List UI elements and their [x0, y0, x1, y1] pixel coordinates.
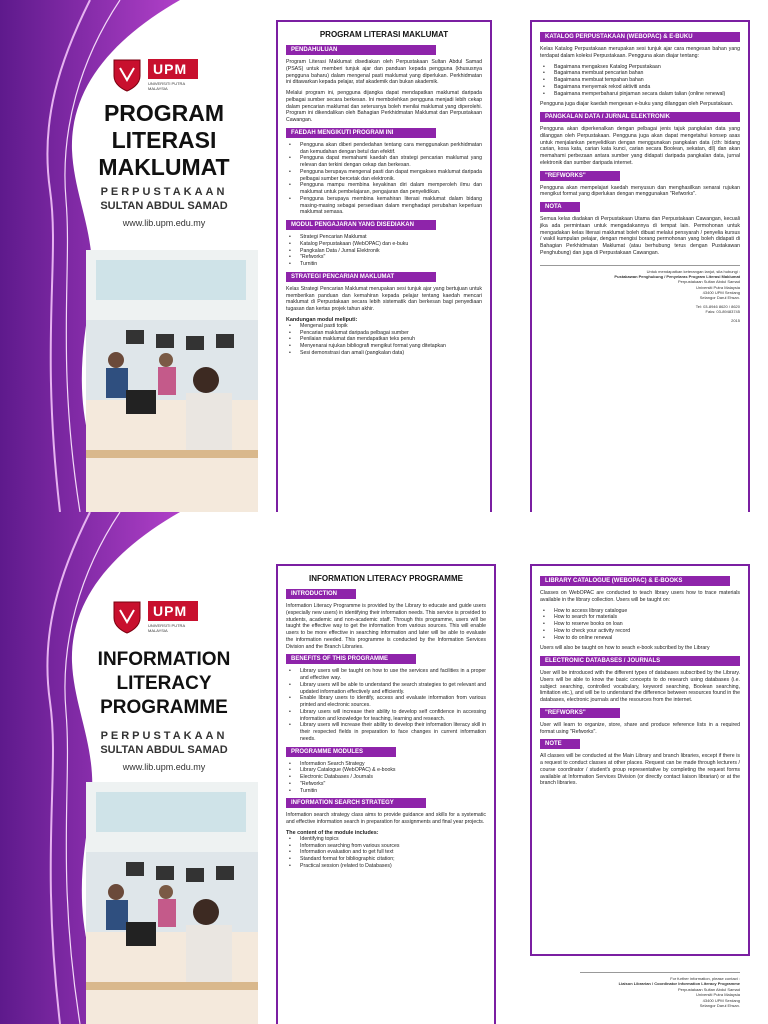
section-header-intro: PENDAHULUAN [286, 45, 436, 55]
intro-paragraph: Melalui program ini, pengguna dijangka dapat mendapatkan maklumat daripada pelbagai sumber secara berkesan. Ini membolehkan pengguna menjadi lebih cekap dalam pencarian maklumat dan seterusnya boleh menilai maklumat yang diperolehi. Program ini dikendalikan oleh Bahagian Perkhidmatan Maklumat dan Perpustakaan Cawangan. [286, 90, 482, 123]
list-item: • How to access library catalogue [540, 608, 740, 615]
upm-logo [112, 58, 198, 92]
logo-text: UPM [148, 59, 198, 79]
contact-block [540, 265, 740, 324]
contact-title: Liaison Librarian / Coordinator Information Literacy Programme [618, 981, 740, 987]
list-item: • "Refworks" [286, 781, 486, 788]
contact-line: 43400 UPM Serdang [702, 997, 740, 1003]
section-header-databases: PANGKALAN DATA / JURNAL ELEKTRONIK [540, 112, 740, 122]
list-item: • Turnitin [286, 788, 486, 795]
section-header-databases: ELECTRONIC DATABASES / JOURNALS [540, 656, 740, 666]
cover-panel [0, 0, 258, 512]
modules-list [286, 234, 482, 268]
list-item: • How to do online renewal [540, 635, 740, 642]
modules-list [286, 761, 486, 795]
contact-line: Universiti Putra Malaysia [695, 284, 740, 290]
library-name-line2: SULTAN ABDUL SAMAD [100, 200, 228, 212]
section-header-intro: INTRODUCTION [286, 589, 356, 599]
list-item: • Penilaian maklumat dan mendapatkan teks penuh [286, 336, 482, 343]
catalog-paragraph-2: Pengguna juga diajar kaedah mengesan e-buku yang dilanggan oleh Perpustakaan. [540, 101, 734, 108]
list-item: • Pengguna akan diberi pendedahan tentang cara menggunakan perkhidmatan dan kemudahan dengan betul dan efektif. [286, 142, 482, 156]
cover-title [70, 648, 258, 720]
list-item: • Sesi demonstrasi dan amali (pangkalan data) [286, 350, 482, 357]
list-item: • Strategi Pencarian Maklumat [286, 234, 482, 241]
computer-lab-photo [86, 782, 258, 1024]
english-right-panel [530, 564, 750, 956]
intro-paragraph: Program Literasi Maklumat disediakan oleh Perpustakaan Sultan Abdul Samad (PSAS) untuk memberi tunjuk ajar dan panduan kepada pengguna (khususnya pengguna baharu) dalam mengenal pasti maklumat yang diperlukan. Perkhidmatan ini ditawarkan kepada pelajar, staf akademik dan bukan akademik. [286, 59, 482, 86]
list-item: • Information evaluation and to get full text [286, 849, 486, 856]
benefits-list [286, 142, 482, 216]
malay-right-panel [530, 20, 750, 512]
contact-line: Universiti Putra Malaysia [695, 992, 740, 998]
intro-paragraph: Information Literacy Programme is provided by the Library to educate and guide users (especially new users) in identifying their information needs. This service is provided to students, academic and non-academic staff. Through this programme, users will be taught the effective way to get the information from various sources. This will enable users to be more effective in searching information and later will be able to evaluate the information needed. This programme is conducted by the Information Services Division and the Branch Libraries. [286, 603, 486, 650]
panel-title: PROGRAM LITERASI MAKLUMAT [319, 30, 449, 39]
library-url: www.lib.upm.edu.my [122, 218, 206, 228]
contact-phone: Tel: 03-8946 8620 / 8620 [695, 303, 740, 309]
section-header-search: INFORMATION SEARCH STRATEGY [286, 798, 426, 808]
search-subheading: The content of the module includes: [286, 829, 379, 836]
cover-panel [0, 512, 258, 1024]
section-header-modules: PROGRAMME MODULES [286, 747, 396, 757]
contact-line: Selangor Darul Ehsan. [699, 1002, 740, 1008]
search-items-list [286, 323, 482, 357]
contact-intro: Untuk mendapatkan keterangan lanjut, sila hubungi : [540, 265, 740, 274]
section-header-refworks: "REFWORKS" [540, 708, 620, 718]
list-item: • Enable library users to identify, access and evaluate information from various printed and electronic sources. [286, 695, 486, 709]
note-paragraph: Semua kelas diadakan di Perpustakaan Utama dan Perpustakaan Cawangan, kecuali jika ada permintaan untuk mengadakannya di tempat lain. Permohonan untuk mengadakan kelas literasi maklumat boleh dibuat melalui pensyarah / penyelia kursus / wakil kumpulan pelajar, dengan mengisi borang permohonan yang boleh didapati di Bahagian Perkhidmatan Maklumat (atau berhubung terus dengan Pustakawan Penghubung) dan juga di Perpustakaan Cawangan. [540, 216, 740, 256]
list-item: • How to check your activity record [540, 628, 740, 635]
refworks-paragraph: Pengguna akan mempelajari kaedah menyusun dan menghasilkan senarai rujukan mengikut format yang diperlukan dengan menggunakan "Refworks". [540, 184, 740, 198]
section-header-refworks: "REFWORKS" [540, 171, 620, 181]
library-url: www.lib.upm.edu.my [122, 762, 206, 772]
section-header-note: NOTE [540, 739, 580, 749]
list-item: • Electronic Databases / Journals [286, 774, 486, 781]
list-item: • Pengguna dapat memahami kaedah dan strategi pencarian maklumat yang relevan dan terkini dengan cekap dan berkesan. [286, 155, 482, 169]
list-item: • Library users will be able to understand the search strategies to get relevant and updated information effectively and efficiently. [286, 682, 486, 696]
search-subheading: Kandungan modul meliputi: [286, 316, 358, 323]
list-item: • How to search for materials [540, 614, 740, 621]
title-line: LITERASI [111, 127, 217, 153]
list-item: • Standard format for bibliographic citation; [286, 856, 486, 863]
contact-line: Perpustakaan Sultan Abdul Samad [677, 279, 740, 285]
list-item: • "Refworks" [286, 254, 482, 261]
contact-block [580, 972, 740, 1008]
contact-line: Selangor Darul Ehsan. [699, 295, 740, 301]
section-header-search: STRATEGI PENCARIAN MAKLUMAT [286, 272, 436, 282]
list-item: • Information searching from various sources [286, 843, 486, 850]
list-item: • Pengguna mampu membina keyakinan diri dalam memperoleh ilmu dan maklumat untuk pembelajaran, pengajaran dan penyelidikan. [286, 182, 482, 196]
list-item: • Library Catalogue (WebOPAC) & e-books [286, 767, 486, 774]
list-item: • Menyenarai rujukan bibliografi mengikut format yang ditetapkan [286, 343, 482, 350]
list-item: • Pencarian maklumat daripada pelbagai sumber [286, 330, 482, 337]
search-items-list [286, 836, 486, 870]
library-name-line2: SULTAN ABDUL SAMAD [100, 744, 228, 756]
note-paragraph: All classes will be conducted at the Main Library and branch libraries, except if there is a request to conduct classes at other places. Request can be made through lecturers / course coordinator / student's group representative by completing the request forms available at Information Services Division (or directly contact liaison librarian) or at the branch libraries. [540, 753, 740, 787]
benefits-list [286, 668, 486, 742]
library-name-line1: PERPUSTAKAAN [100, 730, 228, 742]
list-item: • Mengenal pasti topik [286, 323, 482, 330]
list-item: • Pengguna berupaya mengenal pasti dan dapat mengakses maklumat daripada pelbagai sumber bercetak dan elektronik. [286, 169, 482, 183]
shield-icon [112, 600, 142, 634]
catalog-list [540, 64, 740, 98]
logo-subtext: UNIVERSITI PUTRA MALAYSIA [148, 623, 185, 633]
list-item: • Practical session (related to Databases) [286, 863, 486, 870]
shield-icon [112, 58, 142, 92]
contact-line: 43400 UPM Serdang [702, 290, 740, 296]
list-item: • Bagaimana mengakses Katalog Perpustakaan [540, 64, 740, 71]
catalog-paragraph: Classes on WebOPAC are conducted to teach library users how to trace materials available in the library collection. Users will be taught on: [540, 590, 740, 603]
catalog-list [540, 608, 740, 642]
contact-title: Pustakawan Penghubung / Penyelaras Program Literasi Maklumat [614, 273, 740, 279]
search-paragraph: Information search strategy class aims to provide guidance and skills for a systematic and effective information search in preparation for assignments and final year projects. [286, 812, 486, 825]
list-item: • Identifying topics [286, 836, 486, 843]
search-paragraph: Kelas Strategi Pencarian Maklumat merupakan sesi tunjuk ajar yang bertujuan untuk memberikan panduan dan kemahiran kepada pelajar tentang kaedah mencari maklumat di Perpustakaan secara lebih sistematik dan berkesan bagi penyediaan tugasan dan kertas projek tahun akhir. [286, 285, 482, 312]
section-header-catalog: LIBRARY CATALOGUE (WEBOPAC) & E-BOOKS [540, 576, 730, 586]
section-header-note: NOTA [540, 202, 580, 212]
list-item: • Bagaimana membuat tempahan bahan [540, 77, 740, 84]
title-line: INFORMATION [97, 649, 231, 670]
section-header-catalog: KATALOG PERPUSTAKAAN (WEBOPAC) & E-BUKU [540, 32, 740, 42]
list-item: • Bagaimana membuat pencarian bahan [540, 70, 740, 77]
list-item: • Library users will be taught on how to use the services and facilities in a proper and effective way. [286, 668, 486, 682]
contact-fax: Faks: 03-89483745 [705, 309, 740, 315]
list-item: • Pangkalan Data / Jurnal Elektronik [286, 248, 482, 255]
logo-subtext: UNIVERSITI PUTRA MALAYSIA [148, 81, 185, 91]
logo-text: UPM [148, 601, 198, 621]
catalog-paragraph: Kelas Katalog Perpustakaan merupakan sesi tunjuk ajar cara mengesan bahan yang terdapat dalam koleksi Perpustakaan. Pengguna akan diajar tentang: [540, 46, 740, 59]
computer-lab-photo [86, 250, 258, 512]
databases-paragraph: User will be introduced with the different types of databases subscribed by the Library. Users will be able to know the basic concepts to do research using databases (i.e. subject searching, controlled vocabulary, keyword searching, Boolean searching, limitation etc.), and will be to understand the difference between resources found in the databases, electronic journals and the resources from the internet. [540, 670, 740, 703]
contact-year: 2015 [731, 317, 740, 323]
list-item: • Pengguna berupaya membina kemahiran literasi maklumat dalam bidang masing-masing sebagai persediaan dalam menghadapi perubahan keperluan maklumat semasa. [286, 196, 482, 216]
library-name-line1: PERPUSTAKAAN [100, 186, 228, 198]
list-item: • How to reserve books on loan [540, 621, 740, 628]
panel-title: INFORMATION LITERACY PROGRAMME [309, 574, 463, 583]
malay-inner-panel [276, 20, 492, 512]
databases-paragraph: Pengguna akan diperkenalkan dengan pelbagai jenis tajuk pangkalan data yang dilanggan oleh Perpustakaan. Pengguna juga akan dapat mengetahui konsep asas untuk menjalankan penyelidikan dengan menggunakan pangkalan data (cth: bidang carian, kosa kata, carian kata kunci, carian secara Boolean, sekatan, dll) dan akan memahami perbezaan antara sumber yang didapati daripada pangkalan data, jurnal elektronik dan sumber daripada internet. [540, 126, 740, 166]
upm-logo [112, 600, 198, 634]
list-item: • Bagaimana menyemak rekod aktiviti anda [540, 84, 740, 91]
list-item: • Library users will increase their ability to develop their information literacy skill in their respected fields in preparation to face changes in current information needs. [286, 722, 486, 742]
list-item: • Information Search Strategy [286, 761, 486, 768]
title-line: LITERACY [116, 673, 212, 694]
title-line: PROGRAMME [100, 697, 228, 718]
section-header-benefits: BENEFITS OF THIS PROGRAMME [286, 654, 416, 664]
list-item: • Katalog Perpustakaan (WebOPAC) dan e-buku [286, 241, 482, 248]
brochure-english [0, 512, 768, 1024]
list-item: • Library users will increase their ability to develop self confidence in accessing information and knowledge for teaching, learning and research. [286, 709, 486, 723]
english-inner-panel [276, 564, 496, 1024]
cover-title [70, 100, 258, 181]
contact-line: Perpustakaan Sultan Abdul Samad [677, 986, 740, 992]
list-item: • Turnitin [286, 261, 482, 268]
title-line: PROGRAM [103, 100, 225, 126]
title-line: MAKLUMAT [98, 154, 230, 180]
list-item: • Bagaimana memperbaharui pinjaman secara dalam talian (online renewal) [540, 91, 740, 98]
section-header-benefits: FAEDAH MENGIKUTI PROGRAM INI [286, 128, 436, 138]
catalog-paragraph-2: Users will also be taught on how to seach e-book subcribed by the Library [540, 645, 710, 652]
contact-intro: For further information, please contact : [580, 972, 740, 981]
section-header-modules: MODUL PENGAJARAN YANG DISEDIAKAN [286, 220, 436, 230]
refworks-paragraph: User will learn to organize, store, share and produce reference lists in a required format using "Refworks". [540, 721, 740, 735]
